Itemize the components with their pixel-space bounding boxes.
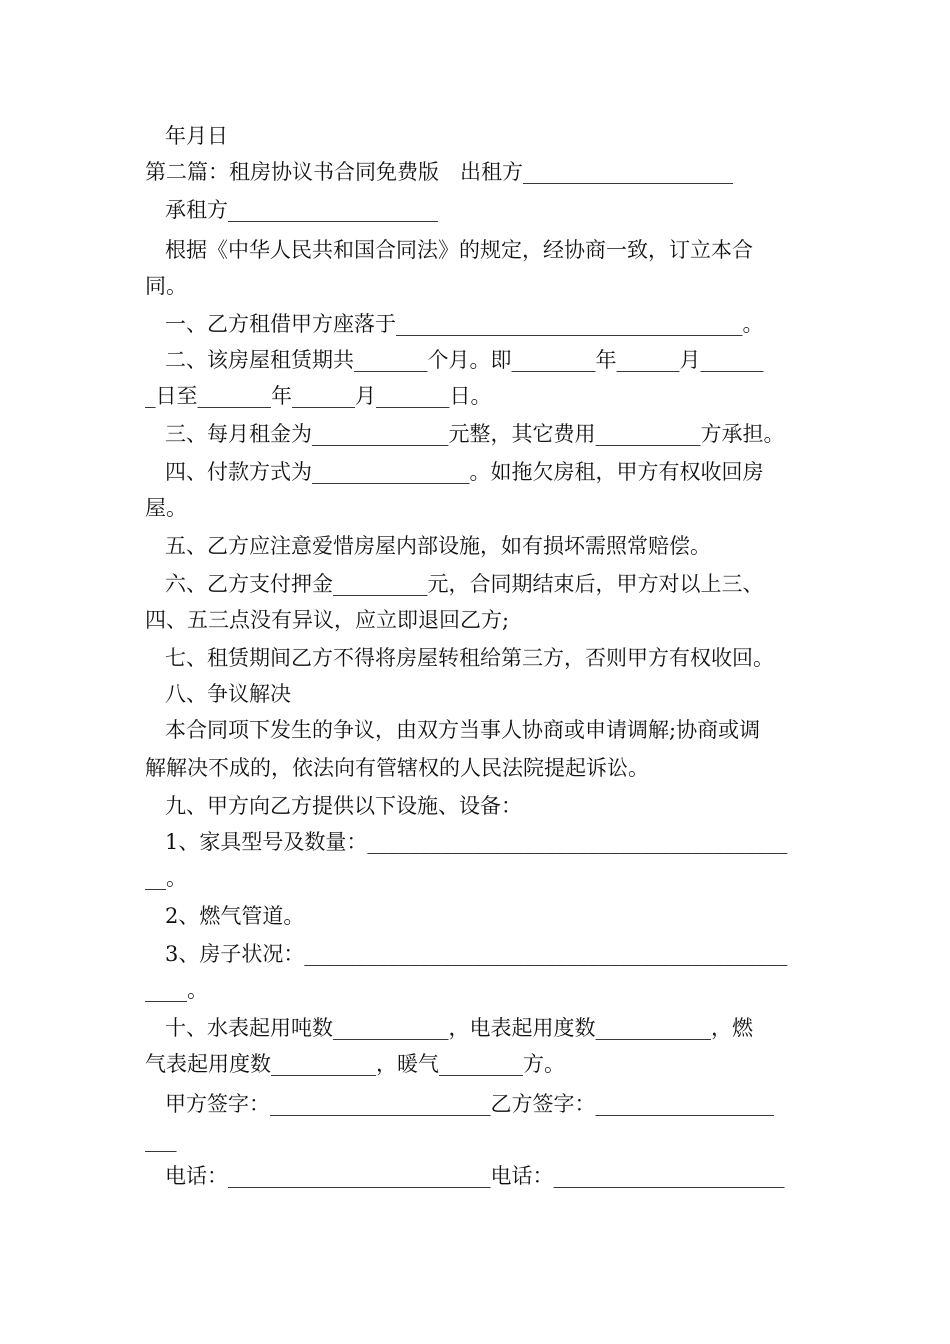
clause-4-line-1: 四、付款方式为_______________。如拖欠房租，甲方有权收回房	[165, 460, 764, 484]
clause-7: 七、租赁期间乙方不得将房屋转租给第三方，否则甲方有权收回。	[165, 646, 774, 670]
clause-10-line-1: 十、水表起用吨数___________，电表起用度数___________，燃	[165, 1016, 753, 1040]
clause-1: 一、乙方租借甲方座落于_________________________________。	[165, 312, 764, 336]
clause-8-heading: 八、争议解决	[165, 682, 291, 706]
phone-line: 电话：_________________________电话：______________________	[165, 1164, 785, 1188]
clause-3: 三、每月租金为_____________元整，其它费用__________方承担。	[165, 422, 785, 446]
item-3-line-1: 3、房子状况：______________________________________________	[165, 942, 788, 966]
clause-10-line-2: 气表起用度数__________，暖气________方。	[145, 1052, 565, 1076]
clause-6-line-1: 六、乙方支付押金_________元，合同期结束后，甲方对以上三、	[165, 572, 764, 596]
item-1-line-2: __。	[145, 866, 187, 890]
preamble-line-1: 根据《中华人民共和国合同法》的规定，经协商一致，订立本合	[165, 238, 753, 262]
tenant-line: 承租方____________________	[165, 198, 438, 222]
date-line: 年月日	[165, 124, 228, 148]
preamble-line-2: 同。	[145, 274, 187, 298]
clause-8-line-2: 解解决不成的，依法向有管辖权的人民法院提起诉讼。	[145, 756, 649, 780]
section-title: 第二篇：租房协议书合同免费版 出租方____________________	[145, 160, 733, 184]
item-2: 2、燃气管道。	[165, 904, 305, 928]
item-3-line-2: ____。	[145, 978, 208, 1002]
clause-4-line-2: 屋。	[145, 496, 187, 520]
clause-9-heading: 九、甲方向乙方提供以下设施、设备：	[165, 794, 522, 818]
clause-2-line-2: _日至_______年______月_______日。	[145, 384, 492, 408]
signature-line-2: ___	[145, 1128, 177, 1152]
clause-8-line-1: 本合同项下发生的争议，由双方当事人协商或申请调解;协商或调	[165, 718, 761, 742]
item-1-line-1: 1、家具型号及数量：________________________________________	[165, 830, 788, 854]
clause-6-line-2: 四、五三点没有异议，应立即退回乙方;	[145, 608, 510, 632]
signature-line-1: 甲方签字：_____________________乙方签字：_________________	[165, 1092, 774, 1116]
clause-2-line-1: 二、该房屋租赁期共_______个月。即________年______月______	[165, 348, 764, 372]
clause-5: 五、乙方应注意爱惜房屋内部设施，如有损坏需照常赔偿。	[165, 534, 711, 558]
